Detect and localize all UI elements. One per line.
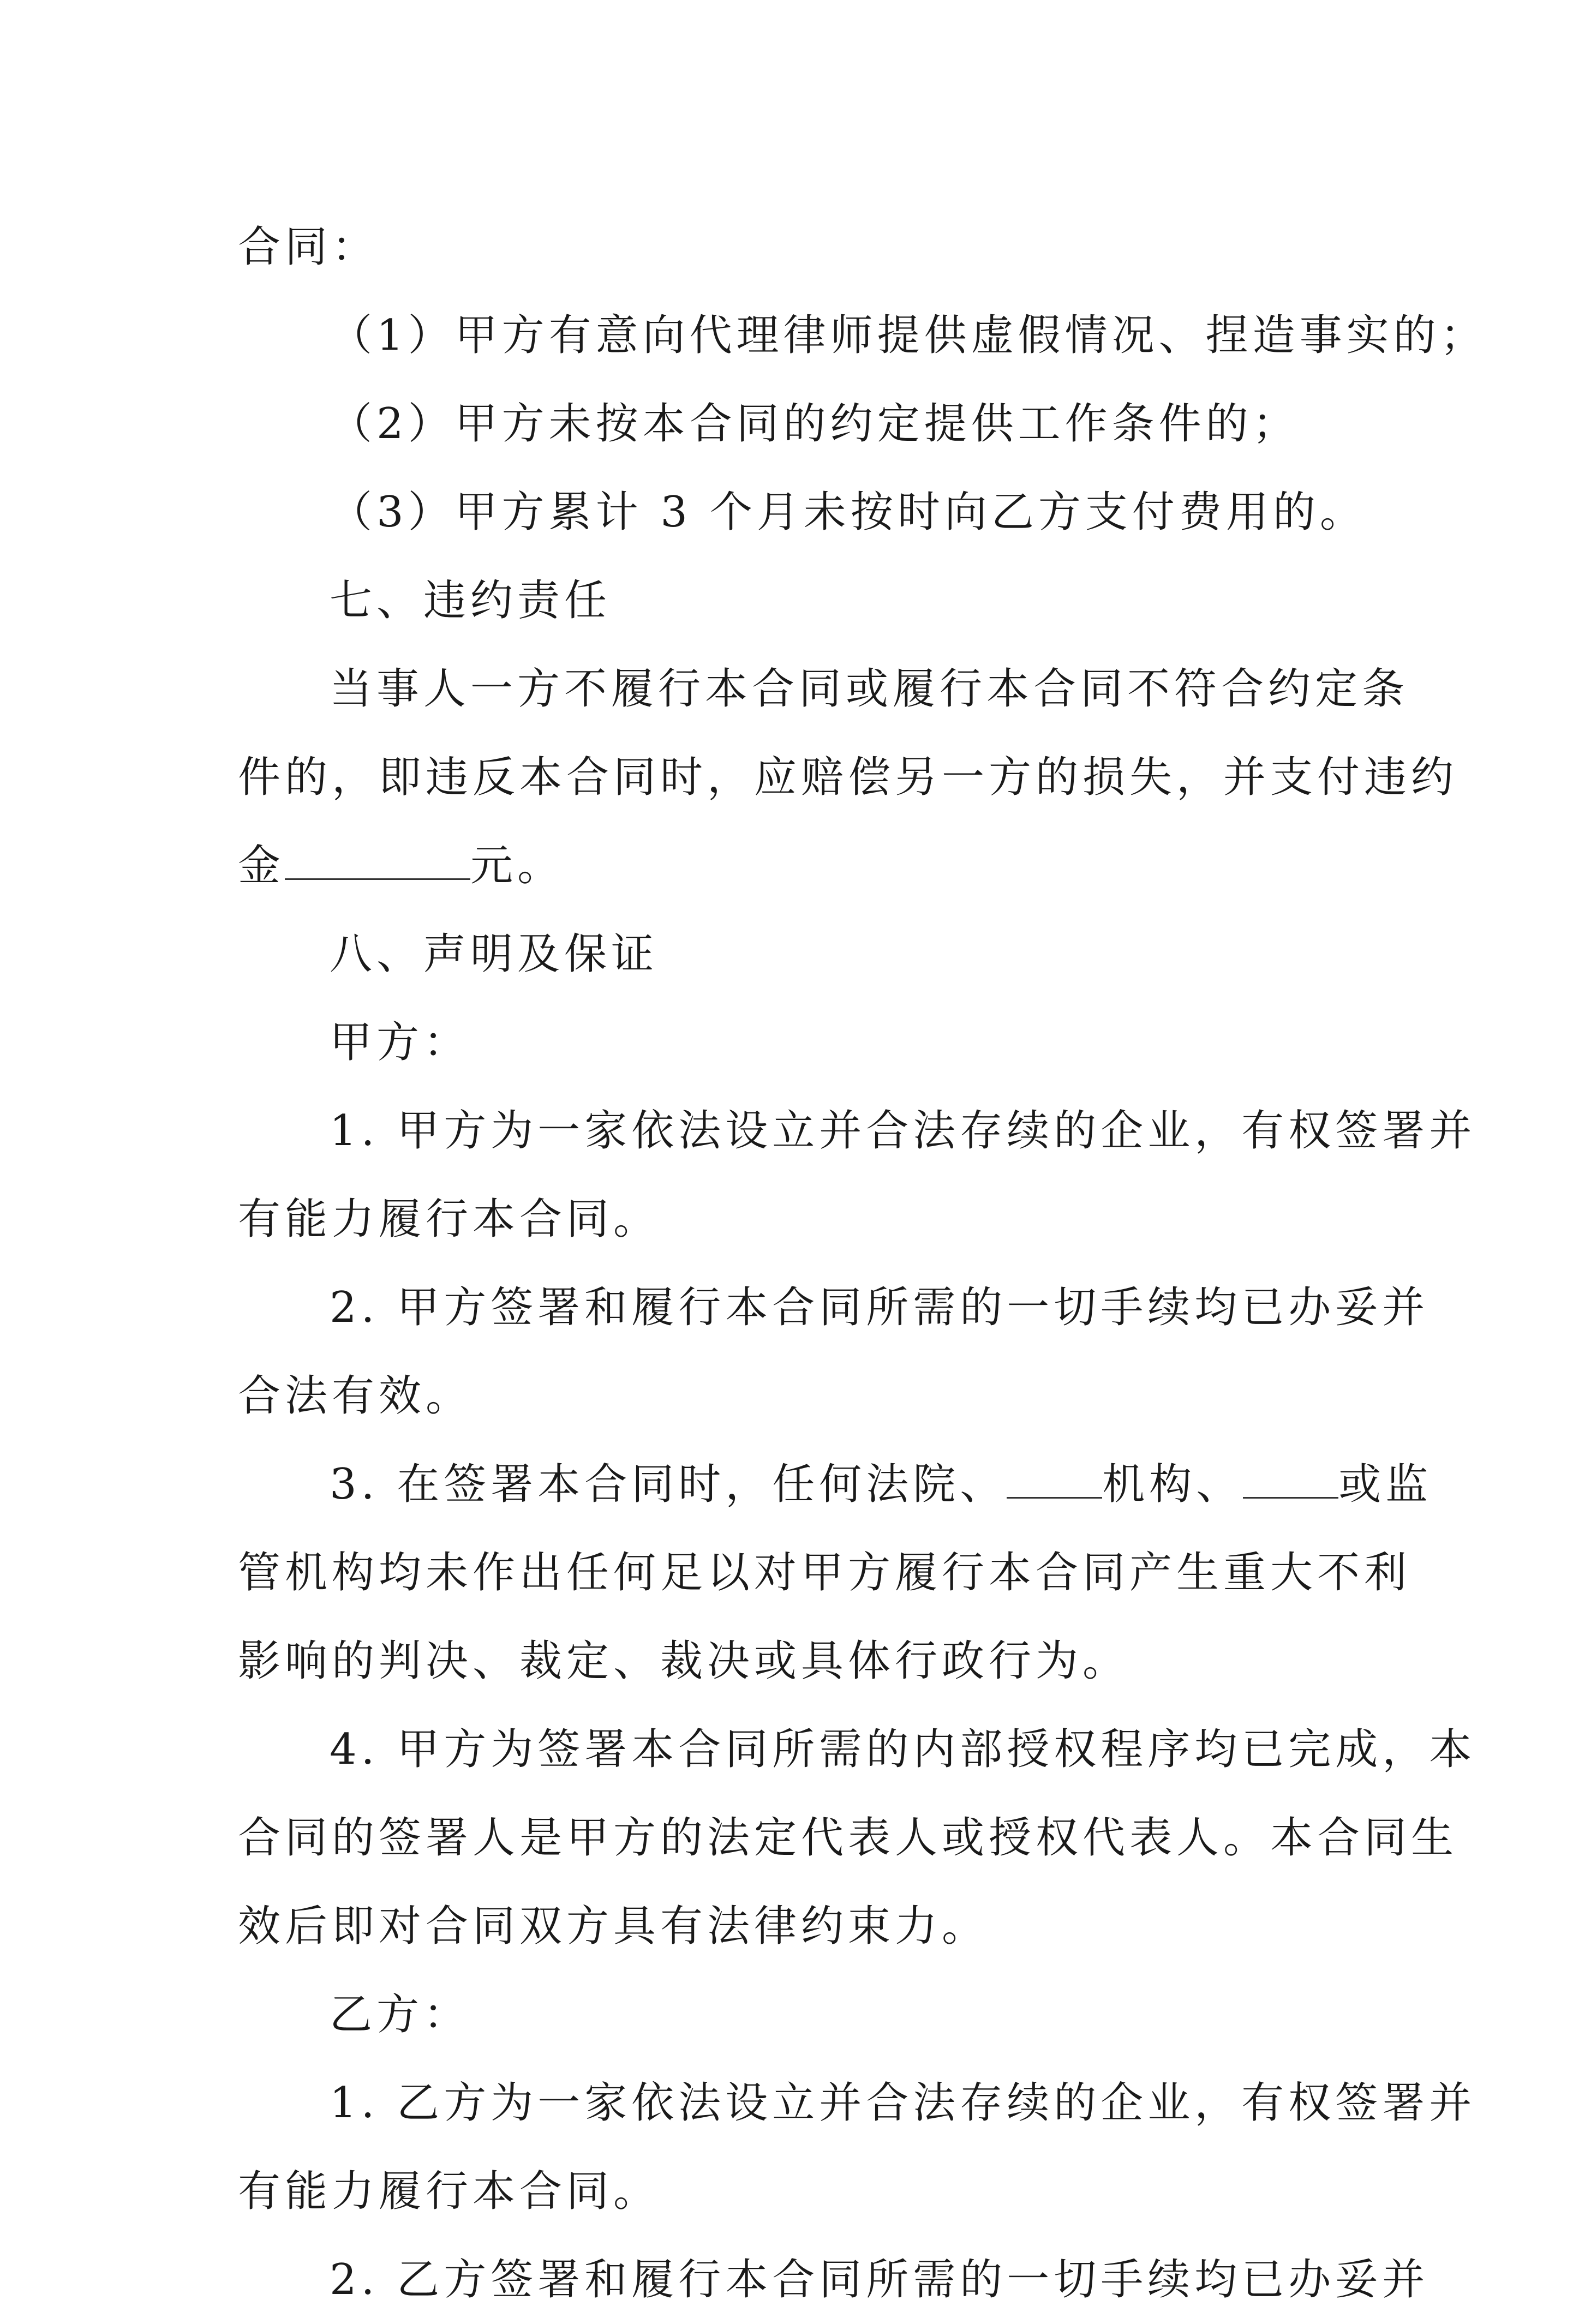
paragraph-line: 当事人一方不履行本合同或履行本合同不符合约定条 xyxy=(330,664,1409,714)
section-heading-breach-liability: 七、违约责任 xyxy=(330,576,612,625)
institution-blank-1 xyxy=(1007,1461,1102,1499)
party-b-item-2: 2. 乙方签署和履行本合同所需的一切手续均已办妥并 xyxy=(330,2255,1430,2304)
text-segment: 或监 xyxy=(1338,1460,1433,1509)
text-segment: 机构、 xyxy=(1102,1460,1243,1509)
text-line-contract: 合同： xyxy=(238,223,379,272)
clause-item-2: （2）甲方未按本合同的约定提供工作条件的； xyxy=(330,399,1300,448)
paragraph-line: 合法有效。 xyxy=(238,1371,473,1421)
paragraph-line: 效后即对合同双方具有法律约束力。 xyxy=(238,1902,989,1951)
clause-item-3: （3）甲方累计 3 个月未按时向乙方支付费用的。 xyxy=(330,488,1367,537)
party-a-item-2: 2. 甲方签署和履行本合同所需的一切手续均已办妥并 xyxy=(330,1283,1430,1332)
paragraph-line: 管机构均未作出任何足以对甲方履行本合同产生重大不利 xyxy=(238,1548,1411,1597)
party-a-item-4: 4. 甲方为签署本合同所需的内部授权程序均已完成，本 xyxy=(330,1725,1476,1774)
paragraph-line: 合同的签署人是甲方的法定代表人或授权代表人。本合同生 xyxy=(238,1813,1458,1862)
text-segment: 元。 xyxy=(470,841,565,890)
party-a-item-1: 1. 甲方为一家依法设立并合法存续的企业，有权签署并 xyxy=(330,1106,1476,1155)
penalty-amount-line xyxy=(238,822,1362,910)
penalty-amount-blank xyxy=(285,842,470,880)
text-segment: 3. 在签署本合同时，任何法院、 xyxy=(330,1460,1007,1509)
paragraph-line: 有能力履行本合同。 xyxy=(238,1195,661,1244)
section-heading-declarations: 八、声明及保证 xyxy=(330,930,659,979)
party-b-heading: 乙方： xyxy=(330,1990,471,2039)
text-segment: 金 xyxy=(238,841,285,890)
paragraph-line: 影响的判决、裁定、裁决或具体行政行为。 xyxy=(238,1637,1130,1686)
party-b-item-1: 1. 乙方为一家依法设立并合法存续的企业，有权签署并 xyxy=(330,2079,1476,2128)
paragraph-line: 件的，即违反本合同时，应赔偿另一方的损失，并支付违约 xyxy=(238,753,1458,802)
party-a-heading: 甲方： xyxy=(330,1018,471,1067)
paragraph-line: 有能力履行本合同。 xyxy=(238,2167,661,2216)
party-a-item-3 xyxy=(238,1440,1433,1529)
document-body xyxy=(238,203,1487,2324)
clause-item-1: （1）甲方有意向代理律师提供虚假情况、捏造事实的； xyxy=(330,311,1487,360)
institution-blank-2 xyxy=(1243,1461,1338,1499)
